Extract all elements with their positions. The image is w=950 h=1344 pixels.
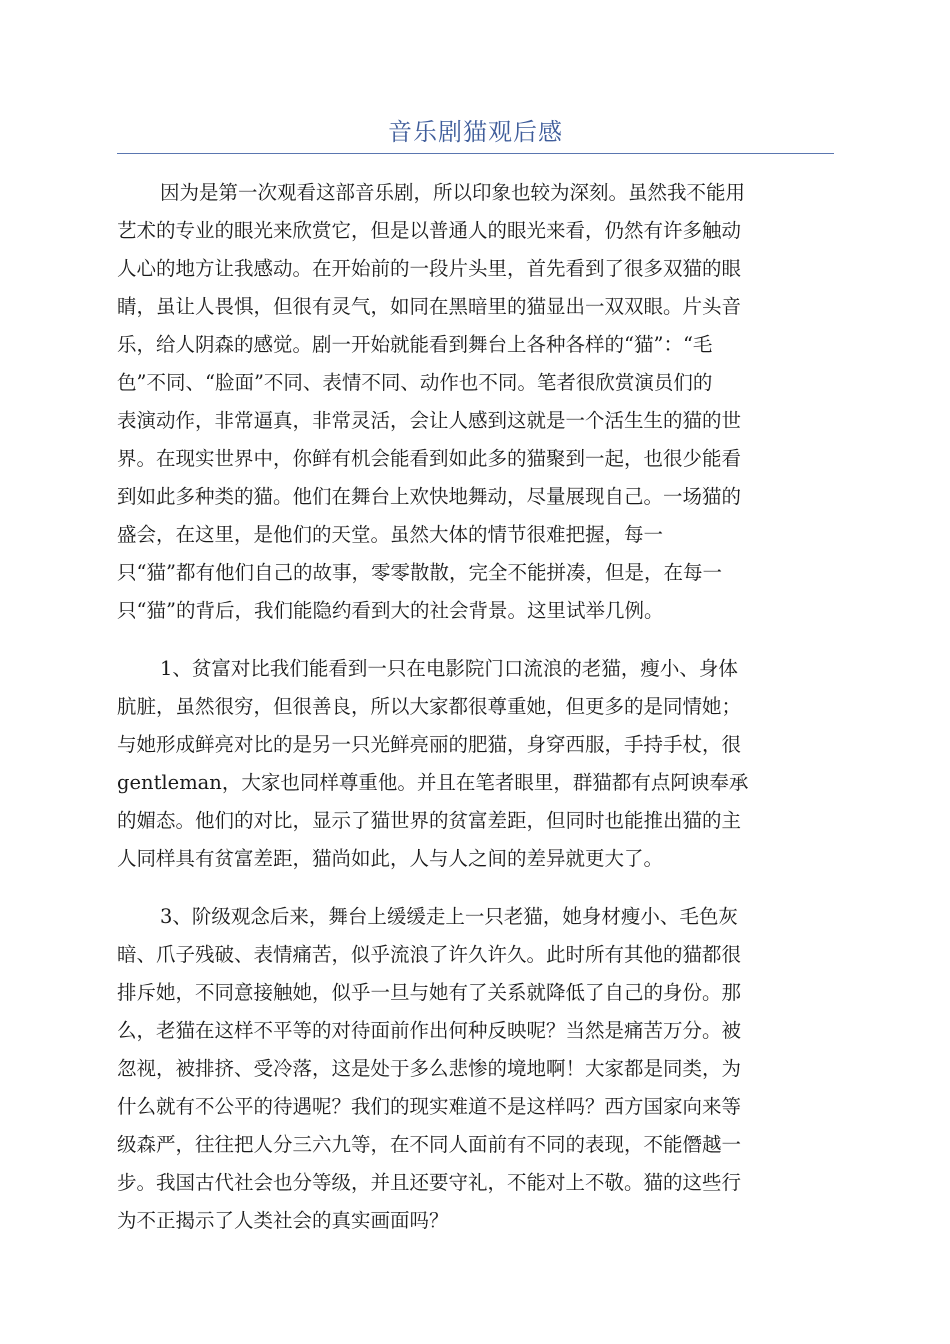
paragraph-3-line: 级森严，往往把人分三六九等，在不同人面前有不同的表现，不能僭越一 <box>117 1133 742 1156</box>
paragraph-3-line: 么，老猫在这样不平等的对待面前作出何种反映呢？当然是痛苦万分。被 <box>117 1019 742 1042</box>
paragraph-1-line: 表演动作，非常逼真，非常灵活，会让人感到这就是一个活生生的猫的世 <box>117 409 742 432</box>
paragraph-3-line: 3、阶级观念后来，舞台上缓缓走上一只老猫，她身材瘦小、毛色灰 <box>160 905 738 928</box>
paragraph-3-line: 为不正揭示了人类社会的真实画面吗？ <box>117 1209 449 1232</box>
paragraph-1-line: 只“猫”都有他们自己的故事，零零散散，完全不能拼凑，但是，在每一 <box>117 561 722 584</box>
paragraph-2-line: 人同样具有贫富差距，猫尚如此，人与人之间的差异就更大了。 <box>117 847 664 870</box>
paragraph-1-line: 界。在现实世界中，你鲜有机会能看到如此多的猫聚到一起，也很少能看 <box>117 447 742 470</box>
paragraph-3-line: 忽视，被排挤、受冷落，这是处于多么悲惨的境地啊！大家都是同类，为 <box>117 1057 742 1080</box>
document-title: 音乐剧猫观后感 <box>388 118 563 146</box>
paragraph-3-line: 暗、爪子残破、表情痛苦，似乎流浪了许久许久。此时所有其他的猫都很 <box>117 943 742 966</box>
paragraph-1-line: 人心的地方让我感动。在开始前的一段片头里，首先看到了很多双猫的眼 <box>117 257 742 280</box>
paragraph-1-line: 艺术的专业的眼光来欣赏它，但是以普通人的眼光来看，仍然有许多触动 <box>117 219 742 242</box>
paragraph-1-line: 盛会，在这里，是他们的天堂。虽然大体的情节很难把握，每一 <box>117 523 664 546</box>
paragraph-1-line: 乐，给人阴森的感觉。剧一开始就能看到舞台上各种各样的“猫”：“毛 <box>117 333 713 356</box>
paragraph-2-line: 的媚态。他们的对比，显示了猫世界的贫富差距，但同时也能推出猫的主 <box>117 809 742 832</box>
title-underline <box>117 153 834 154</box>
paragraph-1-line: 因为是第一次观看这部音乐剧，所以印象也较为深刻。虽然我不能用 <box>160 181 746 204</box>
paragraph-1-line: 到如此多种类的猫。他们在舞台上欢快地舞动，尽量展现自己。一场猫的 <box>117 485 742 508</box>
paragraph-2-line: 1、贫富对比我们能看到一只在电影院门口流浪的老猫，瘦小、身体 <box>160 657 738 680</box>
paragraph-3-line: 排斥她，不同意接触她，似乎一旦与她有了关系就降低了自己的身份。那 <box>117 981 742 1004</box>
paragraph-2-line: 肮脏，虽然很穷，但很善良，所以大家都很尊重她，但更多的是同情她； <box>117 695 742 718</box>
paragraph-1-line: 色”不同、“脸面”不同、表情不同、动作也不同。笔者很欣赏演员们的 <box>117 371 713 394</box>
paragraph-2-line: 与她形成鲜亮对比的是另一只光鲜亮丽的肥猫，身穿西服，手持手杖，很 <box>117 733 742 756</box>
paragraph-1-line: 只“猫”的背后，我们能隐约看到大的社会背景。这里试举几例。 <box>117 599 664 622</box>
paragraph-3-line: 什么就有不公平的待遇呢？我们的现实难道不是这样吗？西方国家向来等 <box>117 1095 742 1118</box>
paragraph-3-line: 步。我国古代社会也分等级，并且还要守礼，不能对上不敬。猫的这些行 <box>117 1171 742 1194</box>
paragraph-1-line: 睛，虽让人畏惧，但很有灵气，如同在黑暗里的猫显出一双双眼。片头音 <box>117 295 742 318</box>
paragraph-2-line: gentleman，大家也同样尊重他。并且在笔者眼里，群猫都有点阿谀奉承 <box>117 771 749 794</box>
